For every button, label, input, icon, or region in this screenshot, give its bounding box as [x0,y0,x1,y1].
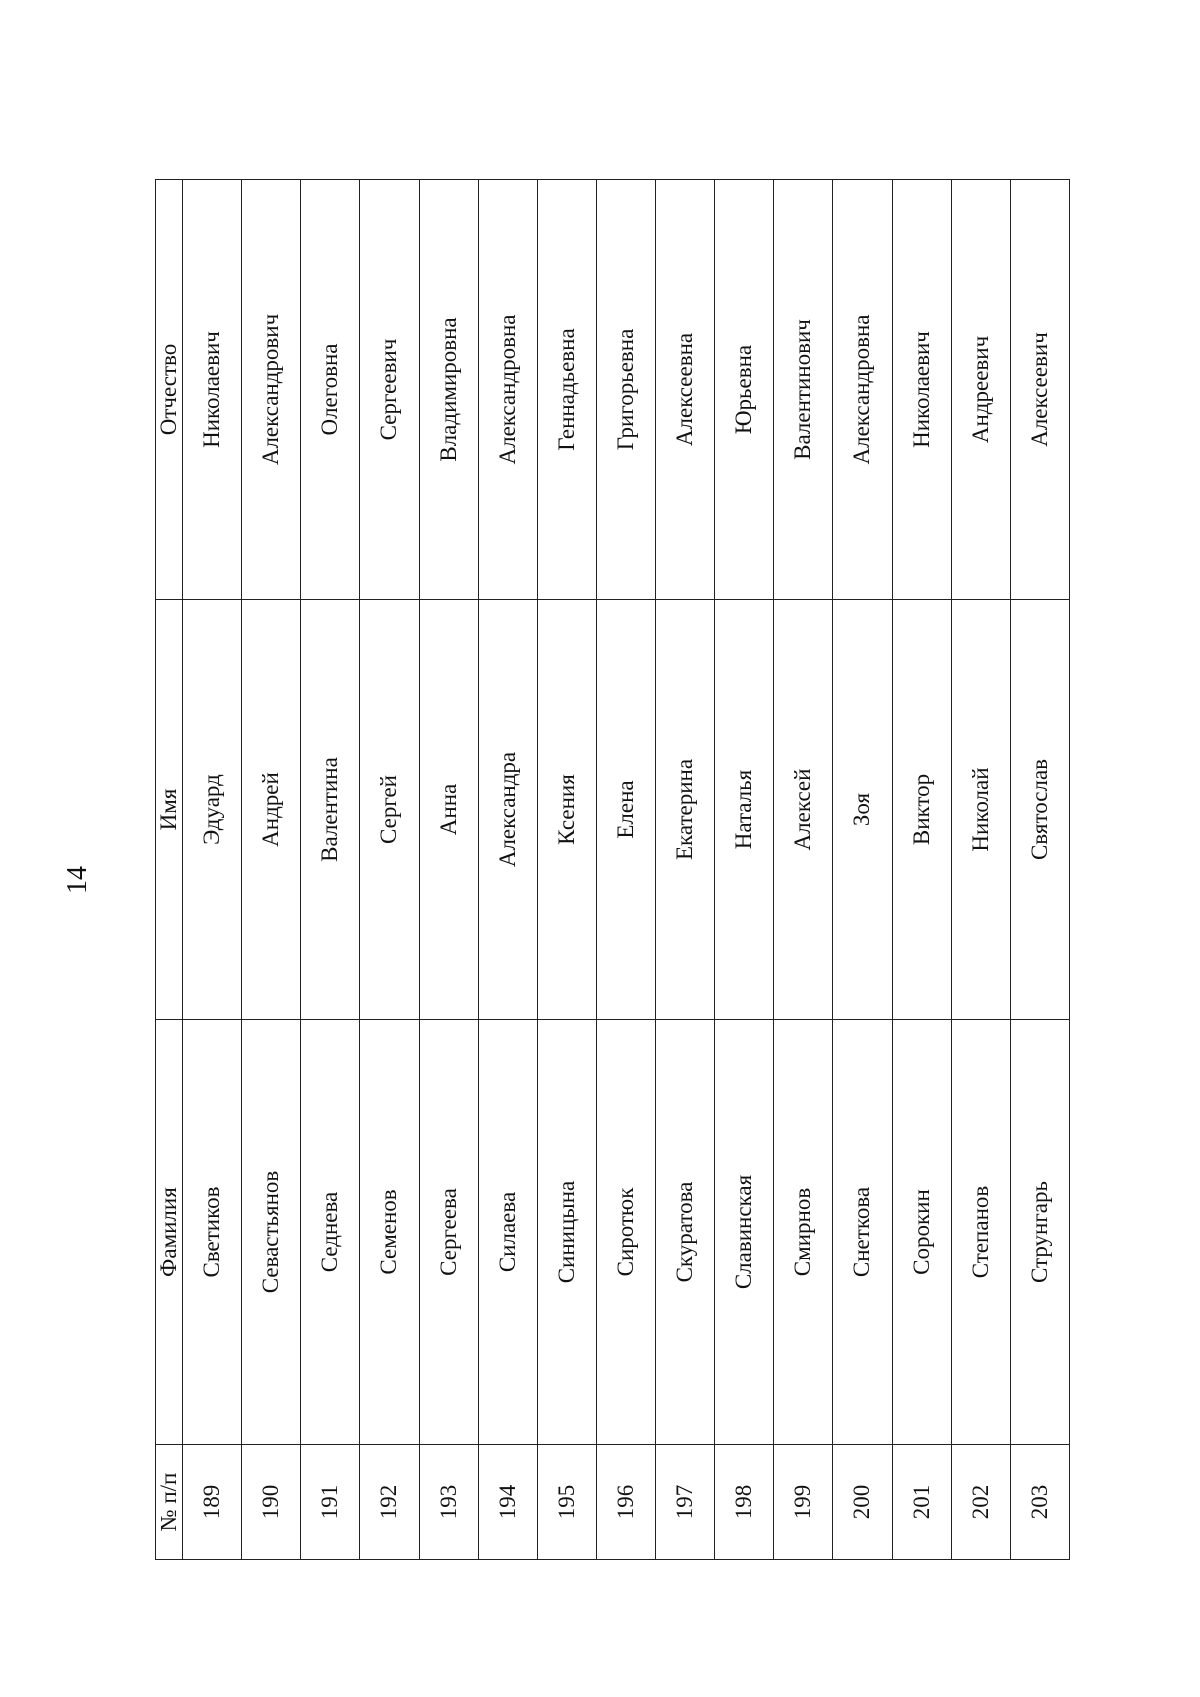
cell-number: 190 [242,1445,301,1560]
table-row [301,180,360,1560]
personnel-table [155,179,1070,1560]
cell-number: 197 [656,1445,715,1560]
table-row [419,180,478,1560]
cell-patronymic: Николаевич [892,180,951,600]
cell-surname: Сергеева [419,1020,478,1445]
cell-first-name: Анна [419,600,478,1020]
table-row [774,180,833,1560]
header-number: № п/п [156,1445,183,1560]
cell-number: 200 [833,1445,892,1560]
cell-first-name: Ксения [537,600,596,1020]
cell-patronymic: Александровна [478,180,537,600]
cell-first-name: Андрей [242,600,301,1020]
cell-patronymic: Александрович [242,180,301,600]
table-row [656,180,715,1560]
cell-number: 189 [183,1445,242,1560]
cell-patronymic: Сергеевич [360,180,419,600]
cell-number: 193 [419,1445,478,1560]
cell-surname: Скуратова [656,1020,715,1445]
cell-first-name: Эдуард [183,600,242,1020]
table-row [1010,180,1069,1560]
header-patronymic: Отчество [156,180,183,600]
cell-number: 192 [360,1445,419,1560]
cell-patronymic: Алексеевна [656,180,715,600]
table-row [478,180,537,1560]
cell-patronymic: Николаевич [183,180,242,600]
cell-number: 203 [1010,1445,1069,1560]
table-row [833,180,892,1560]
page-number: 14 [62,866,93,894]
cell-patronymic: Владимировна [419,180,478,600]
cell-patronymic: Геннадьевна [537,180,596,600]
cell-first-name: Сергей [360,600,419,1020]
table-row [183,180,242,1560]
cell-surname: Семенов [360,1020,419,1445]
cell-surname: Силаева [478,1020,537,1445]
table-row [951,180,1010,1560]
header-first-name: Имя [156,600,183,1020]
table-row [242,180,301,1560]
cell-number: 202 [951,1445,1010,1560]
cell-surname: Сорокин [892,1020,951,1445]
table-row [715,180,774,1560]
cell-first-name: Наталья [715,600,774,1020]
cell-first-name: Александра [478,600,537,1020]
table-row [596,180,655,1560]
cell-first-name: Алексей [774,600,833,1020]
table-body [183,180,1070,1560]
cell-number: 196 [596,1445,655,1560]
cell-patronymic: Олеговна [301,180,360,600]
table-row [892,180,951,1560]
cell-number: 195 [537,1445,596,1560]
cell-patronymic: Андреевич [951,180,1010,600]
cell-surname: Светиков [183,1020,242,1445]
cell-number: 198 [715,1445,774,1560]
table-row [537,180,596,1560]
cell-number: 194 [478,1445,537,1560]
cell-surname: Степанов [951,1020,1010,1445]
cell-first-name: Валентина [301,600,360,1020]
cell-first-name: Екатерина [656,600,715,1020]
cell-patronymic: Юрьевна [715,180,774,600]
cell-first-name: Святослав [1010,600,1069,1020]
table-row [360,180,419,1560]
cell-first-name: Виктор [892,600,951,1020]
cell-surname: Струнгарь [1010,1020,1069,1445]
header-surname: Фамилия [156,1020,183,1445]
cell-number: 201 [892,1445,951,1560]
cell-number: 191 [301,1445,360,1560]
cell-surname: Седнева [301,1020,360,1445]
cell-patronymic: Григорьевна [596,180,655,600]
cell-surname: Смирнов [774,1020,833,1445]
cell-first-name: Зоя [833,600,892,1020]
cell-surname: Снеткова [833,1020,892,1445]
cell-patronymic: Алексеевич [1010,180,1069,600]
cell-surname: Севастьянов [242,1020,301,1445]
cell-first-name: Елена [596,600,655,1020]
header-row [156,180,183,1560]
cell-patronymic: Александровна [833,180,892,600]
table-container [155,180,1070,1560]
cell-surname: Сиротюк [596,1020,655,1445]
cell-surname: Синицына [537,1020,596,1445]
cell-patronymic: Валентинович [774,180,833,600]
cell-surname: Славинская [715,1020,774,1445]
cell-first-name: Николай [951,600,1010,1020]
cell-number: 199 [774,1445,833,1560]
